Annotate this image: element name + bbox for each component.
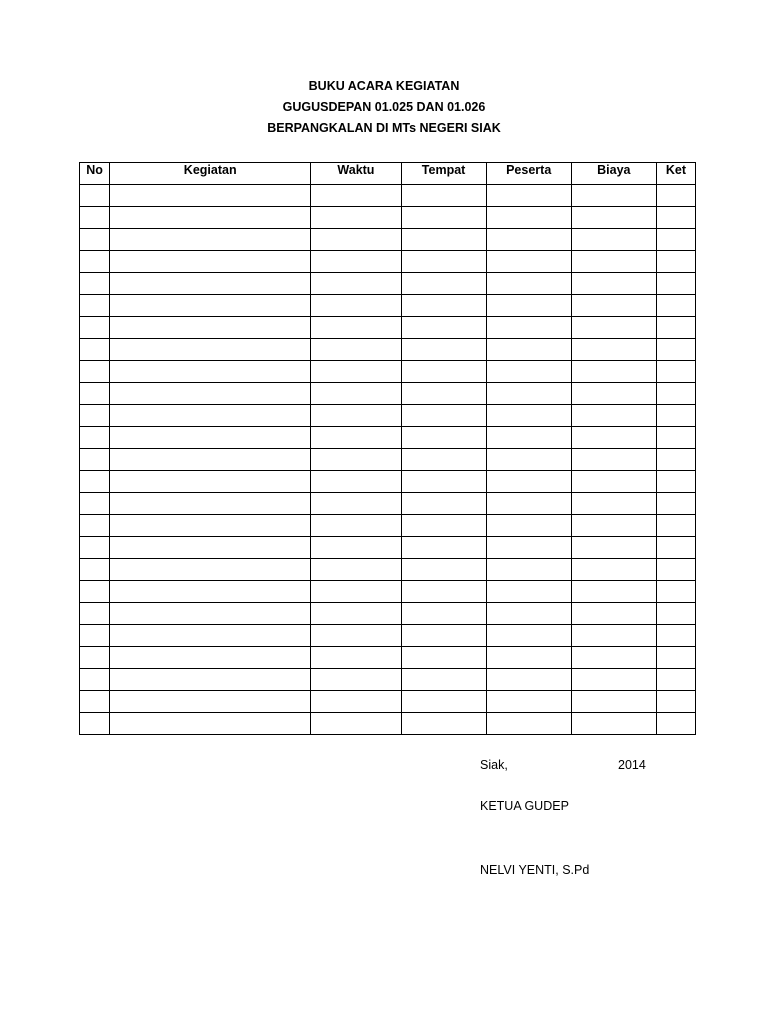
- table-cell: [401, 669, 486, 691]
- table-cell: [486, 471, 571, 493]
- table-cell: [80, 317, 110, 339]
- table-cell: [656, 647, 695, 669]
- table-cell: [401, 405, 486, 427]
- table-cell: [80, 383, 110, 405]
- table-cell: [571, 669, 656, 691]
- table-row: [80, 713, 696, 735]
- table-cell: [110, 185, 311, 207]
- table-cell: [571, 273, 656, 295]
- table-cell: [656, 581, 695, 603]
- table-cell: [311, 229, 401, 251]
- table-cell: [571, 229, 656, 251]
- title-line-2: GUGUSDEPAN 01.025 DAN 01.026: [282, 100, 486, 114]
- table-cell: [486, 229, 571, 251]
- table-row: [80, 515, 696, 537]
- table-cell: [311, 581, 401, 603]
- table-cell: [110, 669, 311, 691]
- table-row: [80, 647, 696, 669]
- table-cell: [110, 317, 311, 339]
- table-cell: [311, 295, 401, 317]
- table-cell: [80, 515, 110, 537]
- table-cell: [80, 427, 110, 449]
- table-row: [80, 625, 696, 647]
- table-row: [80, 405, 696, 427]
- table-cell: [571, 713, 656, 735]
- table-cell: [571, 251, 656, 273]
- table-cell: [311, 493, 401, 515]
- table-cell: [656, 515, 695, 537]
- table-row: [80, 537, 696, 559]
- table-cell: [401, 647, 486, 669]
- table-cell: [656, 273, 695, 295]
- table-cell: [80, 713, 110, 735]
- table-cell: [401, 515, 486, 537]
- table-cell: [80, 339, 110, 361]
- column-header-waktu: Waktu: [311, 163, 401, 185]
- table-cell: [110, 361, 311, 383]
- table-cell: [110, 713, 311, 735]
- table-cell: [80, 603, 110, 625]
- table-cell: [656, 295, 695, 317]
- table-cell: [110, 295, 311, 317]
- table-cell: [401, 625, 486, 647]
- table-cell: [571, 625, 656, 647]
- table-cell: [656, 603, 695, 625]
- table-cell: [571, 361, 656, 383]
- table-cell: [401, 691, 486, 713]
- table-cell: [80, 207, 110, 229]
- table-cell: [656, 537, 695, 559]
- table-cell: [110, 471, 311, 493]
- column-header-kegiatan: Kegiatan: [110, 163, 311, 185]
- table-cell: [401, 427, 486, 449]
- column-header-biaya: Biaya: [571, 163, 656, 185]
- table-cell: [486, 317, 571, 339]
- table-cell: [110, 251, 311, 273]
- table-cell: [656, 317, 695, 339]
- table-cell: [486, 669, 571, 691]
- table-cell: [486, 603, 571, 625]
- table-row: [80, 207, 696, 229]
- table-cell: [486, 361, 571, 383]
- table-row: [80, 361, 696, 383]
- table-cell: [401, 537, 486, 559]
- table-row: [80, 603, 696, 625]
- table-cell: [656, 669, 695, 691]
- table-cell: [656, 339, 695, 361]
- table-cell: [571, 449, 656, 471]
- table-cell: [571, 405, 656, 427]
- table-cell: [656, 383, 695, 405]
- table-cell: [401, 559, 486, 581]
- table-cell: [311, 273, 401, 295]
- table-cell: [656, 361, 695, 383]
- table-row: [80, 317, 696, 339]
- table-cell: [486, 383, 571, 405]
- table-cell: [486, 647, 571, 669]
- table-row: [80, 669, 696, 691]
- table-cell: [80, 295, 110, 317]
- table-cell: [656, 449, 695, 471]
- table-cell: [571, 295, 656, 317]
- table-cell: [311, 471, 401, 493]
- table-cell: [401, 603, 486, 625]
- table-cell: [571, 207, 656, 229]
- table-cell: [110, 537, 311, 559]
- table-cell: [80, 581, 110, 603]
- table-cell: [311, 361, 401, 383]
- table-cell: [656, 185, 695, 207]
- table-cell: [311, 405, 401, 427]
- table-cell: [110, 493, 311, 515]
- table-cell: [80, 229, 110, 251]
- table-cell: [110, 273, 311, 295]
- table-cell: [486, 339, 571, 361]
- table-cell: [486, 295, 571, 317]
- table-cell: [80, 361, 110, 383]
- table-cell: [311, 647, 401, 669]
- table-cell: [401, 383, 486, 405]
- table-cell: [80, 691, 110, 713]
- table-cell: [571, 383, 656, 405]
- table-cell: [311, 603, 401, 625]
- table-cell: [656, 229, 695, 251]
- table-row: [80, 229, 696, 251]
- table-header-row: [80, 163, 696, 185]
- table-cell: [571, 427, 656, 449]
- title-line-3: BERPANGKALAN DI MTs NEGERI SIAK: [267, 121, 501, 135]
- table-cell: [486, 515, 571, 537]
- table-cell: [401, 449, 486, 471]
- table-cell: [571, 185, 656, 207]
- table-cell: [80, 251, 110, 273]
- table-cell: [656, 691, 695, 713]
- table-row: [80, 559, 696, 581]
- table-cell: [486, 713, 571, 735]
- table-cell: [110, 515, 311, 537]
- table-cell: [656, 559, 695, 581]
- table-cell: [401, 581, 486, 603]
- table-cell: [401, 317, 486, 339]
- table-row: [80, 185, 696, 207]
- table-cell: [656, 713, 695, 735]
- table-cell: [311, 317, 401, 339]
- table-cell: [311, 207, 401, 229]
- table-cell: [80, 185, 110, 207]
- table-cell: [656, 405, 695, 427]
- table-cell: [401, 295, 486, 317]
- table-cell: [571, 537, 656, 559]
- column-header-no: No: [80, 163, 110, 185]
- column-header-tempat: Tempat: [401, 163, 486, 185]
- table-cell: [401, 229, 486, 251]
- table-cell: [311, 339, 401, 361]
- table-cell: [571, 559, 656, 581]
- table-body: [80, 185, 696, 735]
- table-cell: [401, 493, 486, 515]
- table-cell: [110, 427, 311, 449]
- table-cell: [401, 713, 486, 735]
- table-cell: [110, 647, 311, 669]
- table-row: [80, 383, 696, 405]
- table-cell: [486, 559, 571, 581]
- table-row: [80, 581, 696, 603]
- table-cell: [80, 471, 110, 493]
- signature-year: 2014: [618, 758, 646, 772]
- table-cell: [110, 383, 311, 405]
- table-cell: [110, 405, 311, 427]
- table-row: [80, 273, 696, 295]
- table-cell: [80, 537, 110, 559]
- table-cell: [311, 427, 401, 449]
- table-cell: [486, 185, 571, 207]
- table-cell: [571, 515, 656, 537]
- table-cell: [311, 515, 401, 537]
- table-cell: [110, 603, 311, 625]
- signature-place: Siak,: [480, 758, 508, 772]
- table-cell: [656, 251, 695, 273]
- table-cell: [311, 691, 401, 713]
- table-cell: [311, 713, 401, 735]
- table-cell: [486, 537, 571, 559]
- table-cell: [486, 493, 571, 515]
- table-row: [80, 339, 696, 361]
- table-cell: [80, 273, 110, 295]
- table-cell: [110, 339, 311, 361]
- table-row: [80, 427, 696, 449]
- table-row: [80, 493, 696, 515]
- table-cell: [571, 581, 656, 603]
- table-row: [80, 471, 696, 493]
- table-cell: [571, 493, 656, 515]
- table-cell: [401, 471, 486, 493]
- table-cell: [311, 185, 401, 207]
- signature-name: NELVI YENTI, S.Pd: [480, 863, 590, 877]
- table-row: [80, 449, 696, 471]
- table-cell: [80, 669, 110, 691]
- column-header-peserta: Peserta: [486, 163, 571, 185]
- table-cell: [311, 251, 401, 273]
- table-cell: [311, 383, 401, 405]
- table-cell: [571, 603, 656, 625]
- activity-table: [79, 162, 696, 735]
- table-cell: [80, 449, 110, 471]
- table-cell: [311, 559, 401, 581]
- table-cell: [110, 207, 311, 229]
- table-cell: [80, 493, 110, 515]
- table-cell: [80, 559, 110, 581]
- table-cell: [311, 669, 401, 691]
- table-cell: [110, 229, 311, 251]
- table-cell: [656, 493, 695, 515]
- table-cell: [486, 251, 571, 273]
- table-row: [80, 295, 696, 317]
- table-cell: [401, 185, 486, 207]
- table-cell: [401, 251, 486, 273]
- table-cell: [571, 647, 656, 669]
- table-cell: [486, 449, 571, 471]
- table-cell: [656, 471, 695, 493]
- table-cell: [311, 625, 401, 647]
- table-row: [80, 251, 696, 273]
- table-cell: [571, 471, 656, 493]
- table-cell: [80, 405, 110, 427]
- table-cell: [80, 625, 110, 647]
- table-cell: [486, 273, 571, 295]
- column-header-ket: Ket: [656, 163, 695, 185]
- table-cell: [401, 339, 486, 361]
- table-cell: [110, 449, 311, 471]
- table-cell: [110, 691, 311, 713]
- table-cell: [486, 427, 571, 449]
- table-cell: [656, 207, 695, 229]
- table-cell: [110, 559, 311, 581]
- table-cell: [401, 207, 486, 229]
- table-cell: [110, 625, 311, 647]
- table-cell: [110, 581, 311, 603]
- table-cell: [571, 339, 656, 361]
- document-title: [0, 76, 768, 139]
- table-cell: [80, 647, 110, 669]
- table-cell: [311, 449, 401, 471]
- table-cell: [401, 273, 486, 295]
- signature-role: KETUA GUDEP: [480, 799, 569, 813]
- table-cell: [571, 317, 656, 339]
- title-line-1: BUKU ACARA KEGIATAN: [308, 79, 460, 93]
- table-cell: [486, 691, 571, 713]
- table-cell: [486, 581, 571, 603]
- table-row: [80, 691, 696, 713]
- table-cell: [571, 691, 656, 713]
- table-cell: [486, 625, 571, 647]
- table-cell: [311, 537, 401, 559]
- table-cell: [486, 405, 571, 427]
- table-cell: [401, 361, 486, 383]
- table-cell: [656, 427, 695, 449]
- table-cell: [486, 207, 571, 229]
- table-cell: [656, 625, 695, 647]
